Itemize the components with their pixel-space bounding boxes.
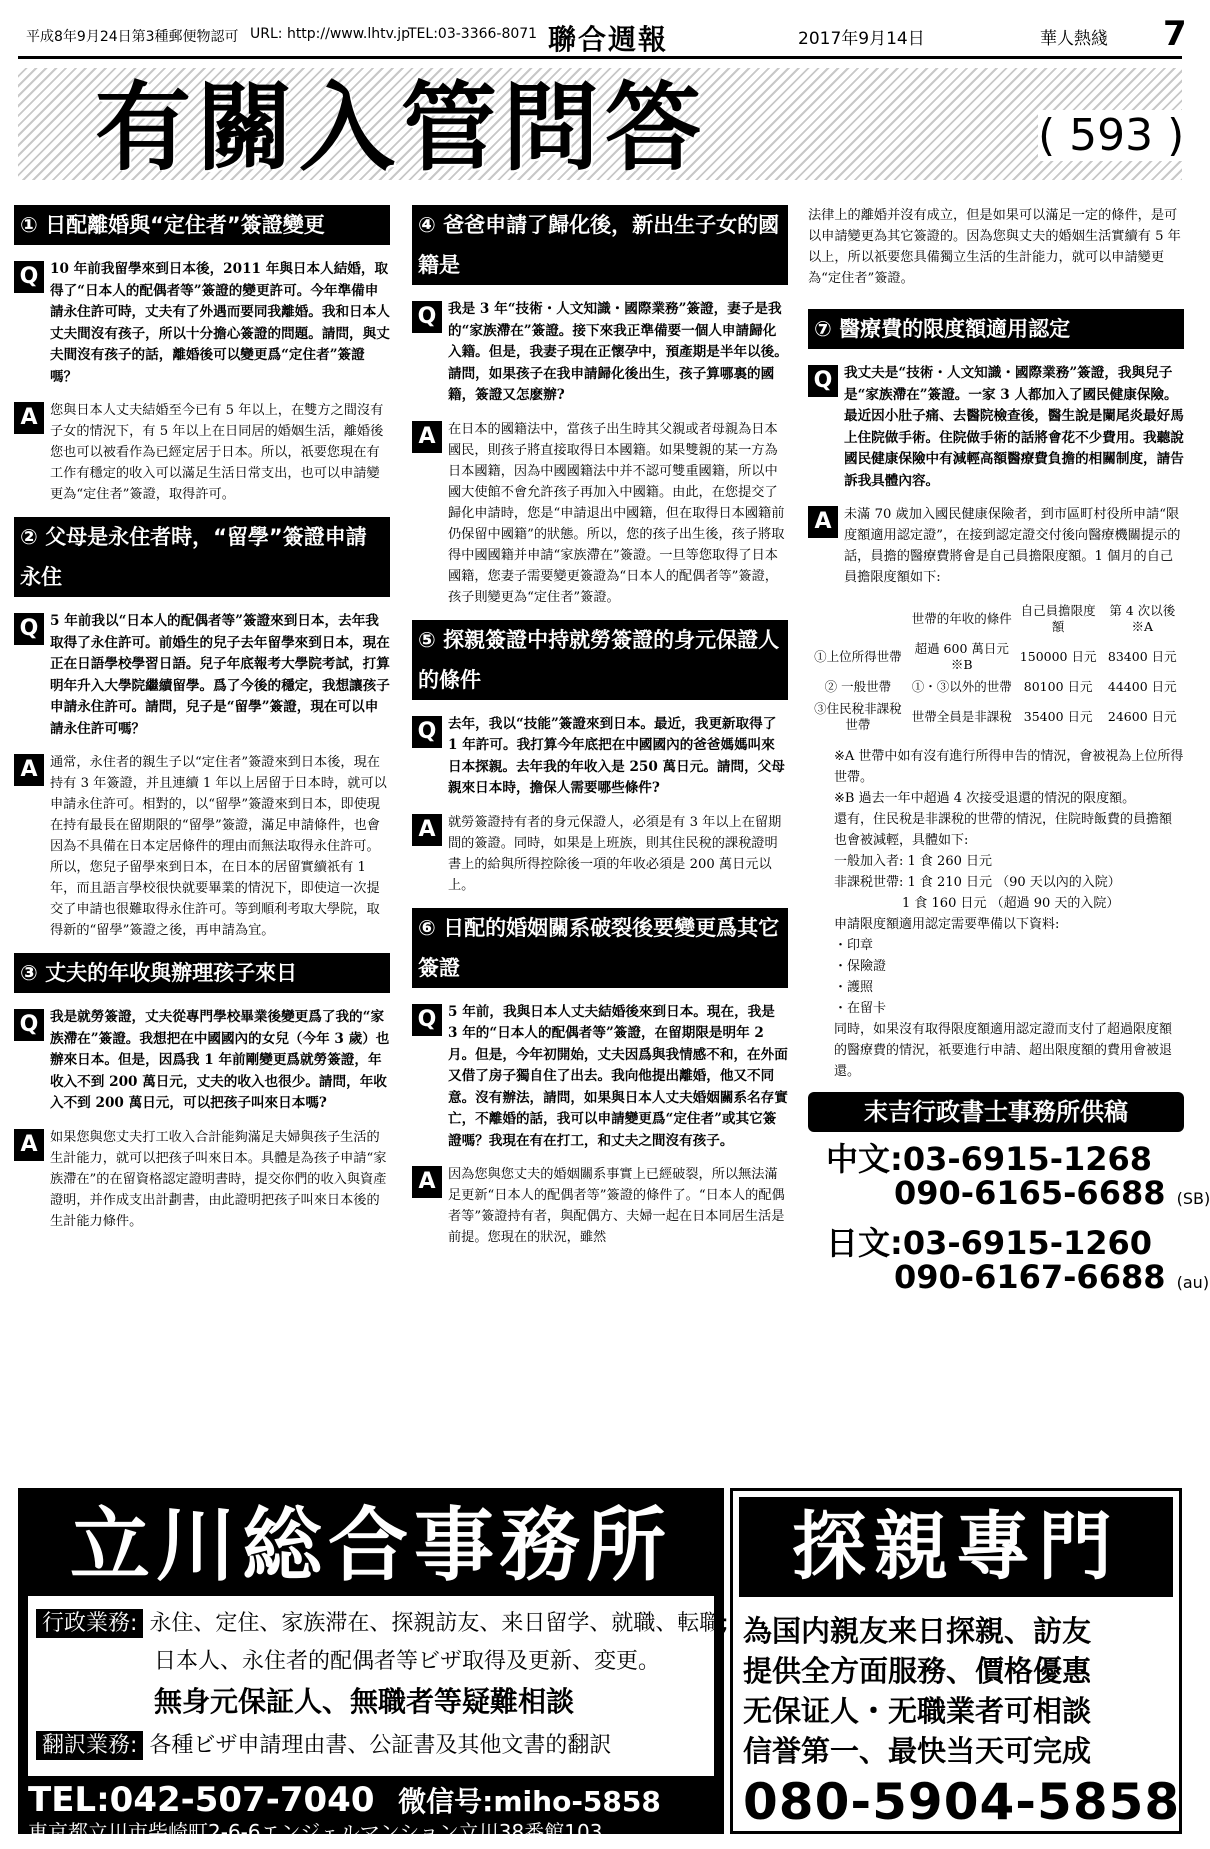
issue-number: ( 593 ): [1038, 110, 1185, 161]
contact-ja-tel1[interactable]: 03-6915-1260: [902, 1224, 1153, 1262]
section-1: [14, 205, 390, 505]
answer-text: 您與日本人丈夫結婚至今已有 5 年以上，在雙方之間沒有子女的情況下，有 5 年以上在日同居的婚姻生活，離婚後您也可以被看作為已經定居于日本。所以，祇要您現在有工作有穩定的收入可以滿足生活日常支出，也可以申請變更為“定住者”簽證，取得許可。: [50, 403, 384, 502]
question-text: 5 年前我以“日本人的配偶者等”簽證來到日本，去年我取得了永住許可。前婚生的兒子去年留學來到日本，現在正在日語學校學習日語。兒子年底報考大學院考試，打算明年升入大學院繼續留學。爲了今後的穩定，我想讓孩子申請永住許可。請問，兒子是“留學”簽證，現在可以申請永住許可嗎？: [50, 613, 390, 737]
question-icon: Q: [808, 365, 838, 397]
question-text: 10 年前我留學來到日本後，2011 年與日本人結婚，取得了“日本人的配偶者等”簽證的變更許可。今年準備申請永住許可時，丈夫有了外遇而要同我離婚。我和日本人丈夫間沒有孩子，所以十分擔心簽證的問題。請問，與丈夫間沒有孩子的話，離婚後可以變更爲“定住者”簽證嗎？: [50, 261, 390, 385]
answer-text: 在日本的國籍法中，當孩子出生時其父親或者母親為日本國民，則孩子將直接取得日本國籍。如果雙親的某一方為日本國籍，因為中國國籍法中并不認可雙重國籍，所以中國大使館不會允許孩子再加入中國籍。由此，在您提交了歸化申請時，您是“申請退出中國籍，但在取得日本國籍前仍保留中國籍”的狀態。所以，您的孩子出生後，孩子將取得中國國籍并申請“家族滯在”簽證。一旦等您取得了日本國籍，您妻子需要變更簽證為“日本人的配偶者等”簽證，孩子則變更為“定住者”簽證。: [448, 421, 785, 605]
question-icon: Q: [14, 1009, 44, 1041]
visit-ad-line: 提供全方面服務、價格優惠: [743, 1654, 1092, 1688]
column-3: [808, 205, 1210, 1300]
docs-title: 申請限度額適用認定需要準備以下資料:: [834, 917, 1060, 932]
answer-icon: A: [412, 421, 442, 453]
contact-ja-label: 日文:: [826, 1224, 903, 1262]
visit-advertisement: [730, 1488, 1182, 1834]
section-1-title: ① 日配離婚與“定住者”簽證變更: [14, 205, 390, 245]
table-cell: 83400 日元: [1107, 649, 1177, 664]
section-5-title: ⑤ 探親簽證中持就勞簽證的身元保證人的條件: [412, 620, 788, 700]
header-tel: TEL:03-3366-8071: [408, 26, 538, 42]
office-services-box: [28, 1596, 729, 1776]
table-cell: ①上位所得世帶: [814, 649, 902, 664]
section-3: [14, 953, 390, 1232]
doc-item: ・護照: [834, 980, 874, 995]
carrier-label: (SB): [1176, 1189, 1210, 1208]
table-cell: 超過 600 萬日元 ※B: [914, 641, 1009, 672]
table-cell: ② 一般世帶: [824, 679, 892, 694]
table-row: [808, 698, 1184, 736]
answer-icon: A: [14, 1129, 44, 1161]
answer-text: 就勞簽證持有者的身元保證人，必須是有 3 年以上在留期間的簽證。同時，如果是上班族，則其住民稅的課稅證明書上的給與所得控除後一項的年收必須是 200 萬日元以上。: [448, 814, 782, 893]
office-tel[interactable]: TEL:042-507-7040: [28, 1780, 375, 1820]
doc-item: ・在留卡: [834, 1001, 887, 1016]
answer-icon: A: [412, 1166, 442, 1198]
doc-item: ・保險證: [834, 959, 887, 974]
answer-icon: A: [808, 506, 838, 538]
admin-services-row: [36, 1606, 729, 1637]
admin-line-3: 無身元保証人、無職者等疑難相談: [154, 1685, 575, 1718]
table-cell: 150000 日元: [1019, 649, 1097, 664]
question-text: 我是就勞簽證，丈夫從專門學校畢業後變更爲了我的“家族滯在”簽證。我想把在中國國內的女兒（今年 3 歲）也辦來日本。但是，因爲我 1 年前剛變更爲就勞簽證，年收入不到 200 萬日元，丈夫的收入也很少。請問，年收入不到 200 萬日元，可以把孩子叫來日本嗎?: [50, 1009, 390, 1111]
issue-date: 2017年9月14日: [798, 29, 925, 49]
contact-zh-tel2[interactable]: 090-6165-6688: [894, 1174, 1166, 1212]
table-row: [808, 676, 1184, 698]
translation-services-row: [36, 1728, 611, 1759]
answer-icon: A: [412, 814, 442, 846]
office-address: 東京都立川市柴崎町2-6-6エンジェルマンション立川38番館103: [28, 1820, 603, 1844]
section-3-title: ③ 丈夫的年收與辦理孩子來日: [14, 953, 390, 993]
section-4: [412, 205, 788, 608]
section-6-answer-continued: 法律上的離婚并沒有成立，但是如果可以滿足一定的條件，是可以申請變更為其它簽證的。因為您與丈夫的婚姻生活實續有 5 年以上，所以祇要您具備獨立生活的生計能力，就可以申請變更為“定住者”簽證。: [808, 208, 1181, 286]
section-4-title: ④ 爸爸申請了歸化後，新出生子女的國籍是: [412, 205, 788, 285]
page-header: [18, 12, 1187, 59]
table-cell: 80100 日元: [1023, 679, 1093, 694]
site-url[interactable]: URL: http://www.lhtv.jp: [250, 26, 411, 42]
section-2-title: ② 父母是永住者時，“留學”簽證申請永住: [14, 517, 390, 597]
contact-zh: [808, 1142, 1184, 1176]
page-title: 有關入管問答: [95, 72, 707, 184]
question-text: 我丈夫是“技術・人文知識・國際業務”簽證，我與兒子是“家族滯在”簽證。一家 3 人都加入了國民健康保險。最近因小肚子痛、去醫院檢查後，醫生說是闌尾炎最好馬上住院做手術。住院做手術的話將會花不少費用。我聽說國民健康保險中有減輕高額醫療費負擔的相關制度，請告訴我具體內容。: [844, 365, 1184, 489]
closing-note: 同時，如果沒有取得限度額適用認定證而支付了超過限度額的醫療費的情況，祇要進行申請、超出限度額的費用會被退還。: [834, 1022, 1173, 1079]
office-wechat[interactable]: 微信号:miho-5858: [398, 1785, 661, 1818]
answer-icon: A: [14, 754, 44, 786]
table-cell: 24600 日元: [1107, 709, 1177, 724]
answer-text: 因為您與您丈夫的婚姻關系事實上已經破裂，所以無法滿足更新“日本人的配偶者等”簽證的條件了。“日本人的配偶者等”簽證持有者，與配偶方、夫婦一起在日本同居生活是前提。您現在的狀況，雖然: [448, 1167, 785, 1245]
visit-ad-line: 信誉第一、最快当天可完成: [743, 1734, 1092, 1768]
office-contact-row: [28, 1780, 661, 1820]
table-cell: 44400 日元: [1107, 679, 1177, 694]
meal-cost-line: 非課税世帶: 1 食 210 日元 （90 天以內的入院）: [834, 875, 1121, 890]
admin-tag: 行政業務:: [36, 1609, 143, 1638]
office-advertisement: [18, 1488, 729, 1844]
note-a: ※A 世帶中如有沒有進行所得申告的情況，會被視為上位所得世帶。: [834, 749, 1184, 785]
newspaper-brand: 聯合週報: [548, 23, 669, 56]
contact-ja: [808, 1226, 1184, 1260]
section-name: 華人熱綫: [1040, 29, 1108, 49]
answer-icon: A: [14, 402, 44, 434]
contact-zh-label: 中文:: [826, 1140, 903, 1178]
question-icon: Q: [412, 301, 442, 333]
table-header: [808, 600, 908, 638]
answer-text: 通常，永住者的親生子以“定住者”簽證來到日本後，現在持有 3 年簽證，并且連續 1 年以上居留于日本時，就可以申請永住許可。相對的，以“留學”簽證來到日本，即使現在持有最長在留期限的“留學”簽證，滿足申請條件，也會因為不具備在日本定居條件的理由而無法取得永住許可。所以，您兒子留學來到日本，在日本的居留實續祇有 1 年，而且語言學校很快就要畢業的情況下，即使這一次提交了申請也很難取得永住許可。等到順利考取大學院，取得新的“留學”簽證之後，再申請為宜。: [50, 755, 387, 938]
table-header-row: [808, 600, 1184, 638]
note-b: ※B 過去一年中超過 4 次接受退還的情況的限度額。: [834, 791, 1136, 806]
table-row: [808, 638, 1184, 676]
copay-limit-table: [808, 600, 1184, 736]
meal-cost-line: 一般加入者: 1 食 260 日元: [834, 854, 992, 869]
contact-box: [808, 1092, 1210, 1300]
contact-zh-tel1[interactable]: 03-6915-1268: [902, 1140, 1153, 1178]
visit-ad-line: 无保证人・无職業者可相談: [743, 1694, 1092, 1728]
section-6: [412, 908, 788, 1249]
table-header: 世帶的年收的條件: [911, 611, 1012, 626]
visit-ad-line: 為国内親友来日探親、訪友: [743, 1614, 1092, 1648]
table-header: 第 4 次以後※A: [1109, 603, 1176, 634]
table-header: 自己員擔限度額: [1020, 603, 1096, 634]
page-number: 7: [1163, 14, 1187, 54]
postal-permit: 平成8年9月24日第3種郵便物認可: [26, 29, 239, 45]
table-cell: ③住民稅非課稅世帶: [814, 701, 902, 732]
question-text: 5 年前，我與日本人丈夫結婚後來到日本。現在，我是 3 年的“日本人的配偶者等”簽證，在留期限是明年 2 月。但是，今年初開始，丈夫因爲與我情感不和，在外面又借了房子獨自住了出去。我向他提出離婚，他又不同意。沒有辦法，請問，如果與日本人丈夫婚姻關系名存實亡，不離婚的話，我可以申請變更爲“定住者”或其它簽證嗎？我現在有在打工，和丈夫之間沒有孩子。: [448, 1003, 788, 1149]
translation-line: 各種ビザ申請理由書、公証書及其他文書的翻訳: [149, 1733, 612, 1758]
answer-text: 如果您與您丈夫打工收入合計能夠滿足夫婦與孩子生活的生計能力，就可以把孩子叫來日本。具體是為孩子申請“家族滯在”的在留資格認定證明書時，提交你們的收入與資產證明，并作成支出計劃書，由此證明把孩子叫來日本後的生計能力條件。: [50, 1129, 387, 1229]
note-meal-intro: 還有，住民稅是非課稅的世帶的情況，住院時飯費的員擔額也會被減輕，具體如下:: [834, 812, 1173, 848]
section-7: [808, 309, 1184, 1082]
visit-ad-heading: 探親專門: [739, 1497, 1173, 1597]
section-2: [14, 517, 390, 941]
section-7-title: ⑦ 醫療費的限度額適用認定: [808, 309, 1184, 349]
contact-zh-mobile: [808, 1174, 1210, 1216]
admin-line-2: 日本人、永住者的配偶者等ビザ取得及更新、変更。: [154, 1649, 661, 1674]
question-icon: Q: [14, 613, 44, 645]
contact-ja-tel2[interactable]: 090-6167-6688: [894, 1258, 1166, 1296]
contact-title: 末吉行政書士事務所供稿: [808, 1092, 1184, 1132]
table-cell: 35400 日元: [1023, 709, 1093, 724]
admin-line-1: 永住、定住、家族滞在、探親訪友、来日留学、就職、転職;: [149, 1611, 729, 1636]
meal-cost-line: 1 食 160 日元 （超過 90 天的入院）: [902, 896, 1120, 911]
table-cell: 世帶全員是非課稅: [911, 709, 1012, 724]
carrier-label: (au): [1176, 1273, 1210, 1292]
column-1: [14, 205, 390, 1244]
translation-tag: 翻訳業務:: [36, 1731, 143, 1760]
question-icon: Q: [412, 1004, 442, 1036]
section-6-title: ⑥ 日配的婚姻關系破裂後要變更爲其它簽證: [412, 908, 788, 988]
question-text: 去年，我以“技能”簽證來到日本。最近，我更新取得了 1 年許可。我打算今年底把在中國國內的爸爸媽媽叫來日本探親。去年我的年收入是 250 萬日元。請問，父母親來日本時，擔保人需要哪些條件?: [448, 715, 785, 796]
answer-text: 未滿 70 歲加入國民健康保險者，到市區町村役所申請“限度額適用認定證”，在接到認定證交付後向醫療機關提示的話，員擔的醫療費將會是自己員擔限度額。1 個月的自己員擔限度額如下:: [844, 507, 1181, 585]
visit-ad-phone[interactable]: 080-5904-5858: [743, 1773, 1181, 1831]
doc-item: ・印章: [834, 938, 874, 953]
column-2: [412, 205, 788, 1260]
contact-ja-mobile: [808, 1258, 1210, 1300]
question-text: 我是 3 年“技術・人文知識・國際業務”簽證，妻子是我的“家族滯在”簽證。接下來我正準備要一個人申請歸化入籍。但是，我妻子現在正懷孕中，預產期是半年以後。請問，如果孩子在我申請歸化後出生，孩子算哪裏的國籍，簽證又怎麽辦?: [448, 301, 788, 403]
question-icon: Q: [412, 716, 442, 748]
question-icon: Q: [14, 261, 44, 293]
table-cell: ①・③以外的世帶: [911, 679, 1012, 694]
office-name: 立川総合事務所: [70, 1499, 672, 1592]
section-5: [412, 620, 788, 896]
